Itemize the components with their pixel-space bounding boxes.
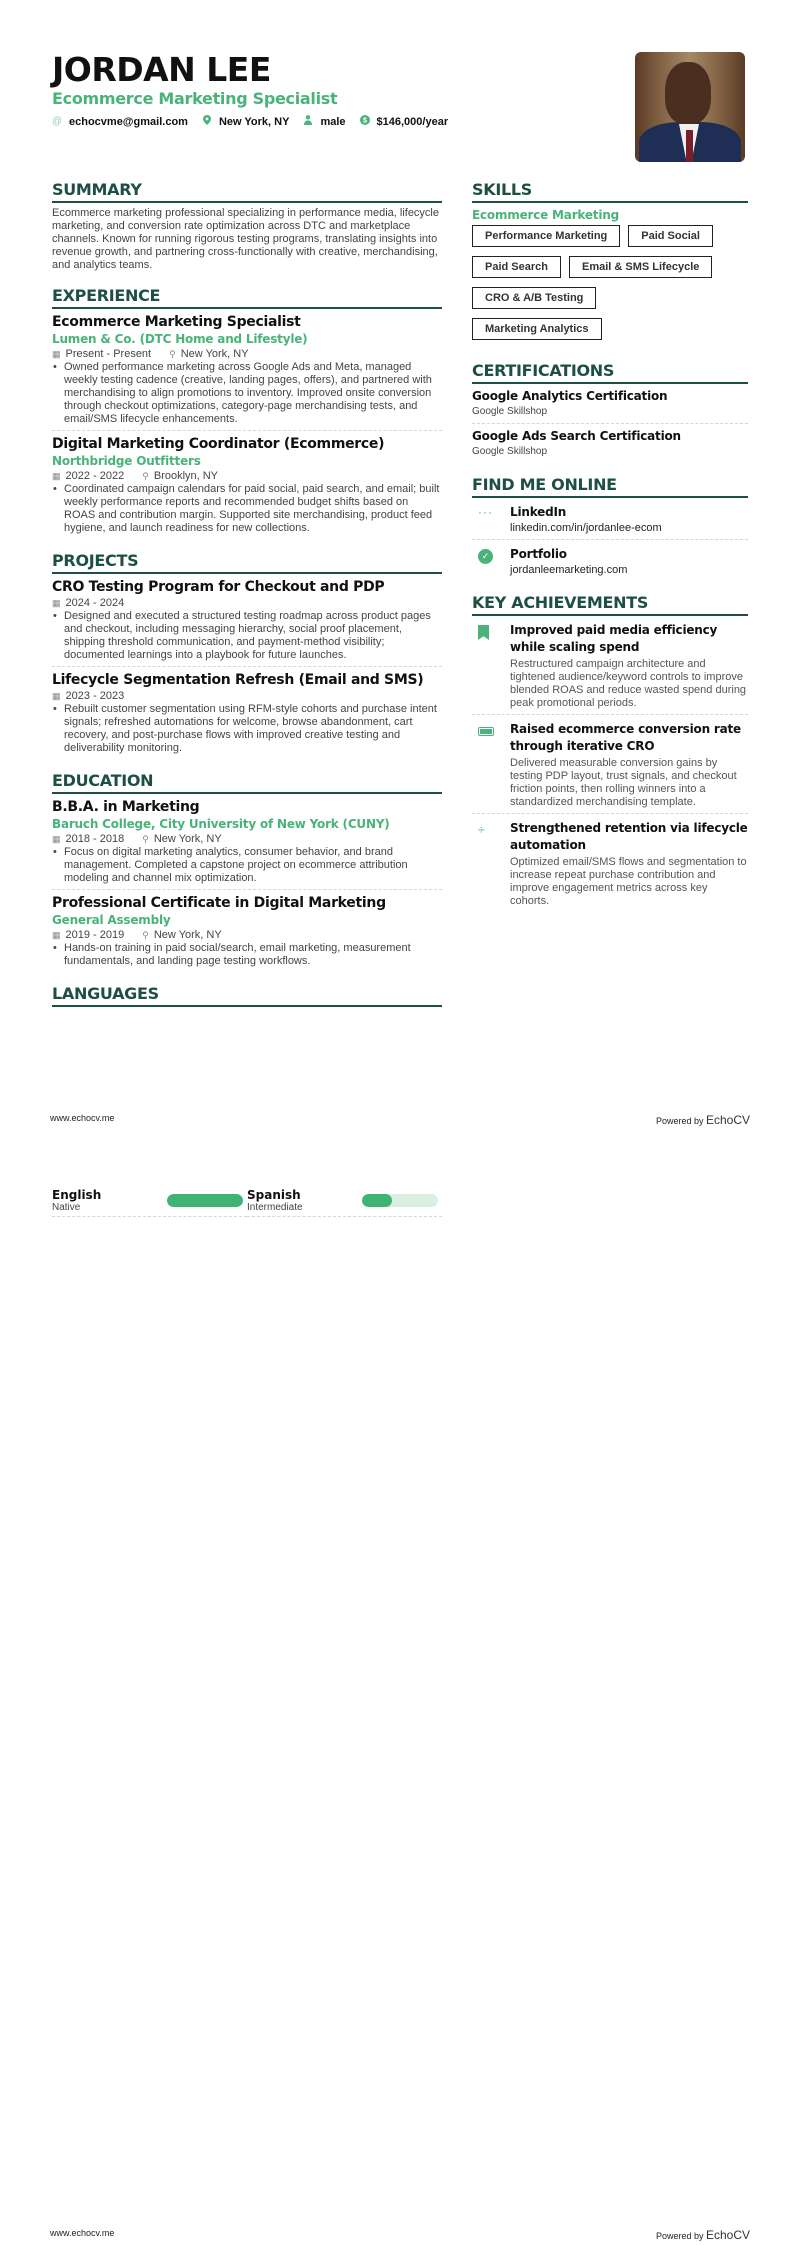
project-item xyxy=(52,578,442,667)
skill-tag: Marketing Analytics xyxy=(472,318,602,340)
summary-section xyxy=(52,180,442,272)
contact-email[interactable]: @ echocvme@gmail.com xyxy=(52,115,188,128)
skill-tags xyxy=(472,225,748,349)
summary-text: Ecommerce marketing professional specializing in performance media, lifecycle marketing, and conversion rate optimization across DTC and marketplace channels. Known for running rigorous testing programs, translating insights into revenue growth, and partnering cross-functionally with creative, merchandising, and analytics teams. xyxy=(52,207,439,271)
at-icon: @ xyxy=(52,116,63,127)
online-heading: FIND ME ONLINE xyxy=(472,475,748,498)
project-title: CRO Testing Program for Checkout and PDP xyxy=(52,579,385,595)
link-url[interactable]: linkedin.com/in/jordanlee-ecom xyxy=(510,522,662,534)
more-dots-icon: ··· xyxy=(478,505,493,519)
degree-title: B.B.A. in Marketing xyxy=(52,799,200,815)
education-heading: EDUCATION xyxy=(52,771,442,794)
school-name: General Assembly xyxy=(52,913,171,927)
achievement-desc: Restructured campaign architecture and tightened audience/keyword controls to improve blended ROAS and reduce wasted spend during peak promotional periods. xyxy=(510,658,747,709)
skills-heading: SKILLS xyxy=(472,180,748,203)
job-title: Ecommerce Marketing Specialist xyxy=(52,314,301,330)
battery-icon xyxy=(478,727,494,736)
location-pin-icon xyxy=(202,115,212,128)
school-name: Baruch College, City University of New York (CUNY) xyxy=(52,817,390,831)
experience-item xyxy=(52,313,442,431)
online-link-portfolio[interactable] xyxy=(472,544,748,581)
certification-item xyxy=(472,428,748,463)
project-item xyxy=(52,671,442,759)
brand-link[interactable]: EchoCV xyxy=(705,2228,750,2242)
skill-tag: Performance Marketing xyxy=(472,225,620,247)
page-footer xyxy=(50,1113,750,1127)
projects-heading: PROJECTS xyxy=(52,551,442,574)
language-name: English xyxy=(52,1188,102,1202)
education-section xyxy=(52,771,442,972)
calendar-icon: ▦ xyxy=(52,930,61,940)
profile-photo xyxy=(635,52,745,162)
education-bullet: • Hands-on training in paid social/search, email marketing, measurement fundamentals, and landing page testing workflows. xyxy=(52,942,442,968)
job-title: Digital Marketing Coordinator (Ecommerce) xyxy=(52,436,385,452)
contact-salary: $ $146,000/year xyxy=(360,115,449,128)
location-pin-icon: ⚲ xyxy=(142,471,149,481)
experience-item xyxy=(52,435,442,539)
languages-section xyxy=(52,984,442,1007)
project-title: Lifecycle Segmentation Refresh (Email and SMS) xyxy=(52,672,424,688)
job-meta: ▦ 2022 - 2022 ⚲ Brooklyn, NY xyxy=(52,470,219,482)
achievement-desc: Delivered measurable conversion gains by testing PDP layout, trust signals, and checkout friction points, then rolling winners into a standardized merchandising template. xyxy=(510,757,737,808)
company-name: Lumen & Co. (DTC Home and Lifestyle) xyxy=(52,332,308,346)
project-meta: ▦ 2023 - 2023 xyxy=(52,690,125,702)
certification-title: Google Analytics Certification xyxy=(472,389,668,403)
powered-by: Powered by EchoCV xyxy=(655,2228,750,2242)
education-item xyxy=(52,894,442,972)
achievement-item xyxy=(472,620,748,715)
calendar-icon: ▦ xyxy=(52,598,61,608)
skill-tag: Paid Search xyxy=(472,256,561,278)
candidate-name: JORDAN LEE xyxy=(52,50,271,89)
calendar-icon: ▦ xyxy=(52,471,61,481)
skill-category: Ecommerce Marketing xyxy=(472,208,619,222)
certification-issuer: Google Skillshop xyxy=(472,446,548,457)
projects-section xyxy=(52,551,442,759)
education-bullet: • Focus on digital marketing analytics, consumer behavior, and brand management. Completed a capstone project on ecommerce attribution modeling and channel mix optimization. xyxy=(52,846,442,885)
language-item xyxy=(247,1188,442,1217)
skill-tag: Email & SMS Lifecycle xyxy=(569,256,712,278)
education-item xyxy=(52,798,442,890)
project-bullet: • Designed and executed a structured testing roadmap across product pages and checkout, including messaging hierarchy, social proof placement, shipping threshold communication, and payment-method visibility; documented learnings into a playbook for future launches. xyxy=(52,610,442,662)
education-meta: ▦ 2019 - 2019 ⚲ New York, NY xyxy=(52,929,222,941)
achievement-item xyxy=(472,818,748,912)
location-pin-icon: ⚲ xyxy=(142,834,149,844)
footer-site-link[interactable]: www.echocv.me xyxy=(50,1113,115,1123)
achievements-heading: KEY ACHIEVEMENTS xyxy=(472,593,748,616)
language-name: Spanish xyxy=(247,1188,301,1202)
person-icon xyxy=(303,115,313,128)
degree-title: Professional Certificate in Digital Marketing xyxy=(52,895,386,911)
achievement-title: Strengthened retention via lifecycle automation xyxy=(510,821,748,852)
online-section xyxy=(472,475,748,581)
brand-link[interactable]: EchoCV xyxy=(705,1113,750,1127)
location-pin-icon: ⚲ xyxy=(169,349,176,359)
certification-title: Google Ads Search Certification xyxy=(472,429,681,443)
left-column xyxy=(52,180,442,1019)
language-proficiency-bar xyxy=(362,1194,438,1207)
location-pin-icon: ⚲ xyxy=(142,930,149,940)
certifications-section xyxy=(472,361,748,463)
achievements-section xyxy=(472,593,748,912)
achievement-title: Improved paid media efficiency while scaling spend xyxy=(510,623,718,654)
language-level: Intermediate xyxy=(247,1202,303,1213)
language-level: Native xyxy=(52,1202,81,1213)
calendar-icon: ▦ xyxy=(52,349,61,359)
link-label: LinkedIn xyxy=(510,505,567,519)
bookmark-icon xyxy=(478,625,489,640)
link-label: Portfolio xyxy=(510,547,567,561)
contact-location: New York, NY xyxy=(202,115,290,128)
powered-by: Powered by EchoCV xyxy=(655,1113,750,1127)
candidate-title: Ecommerce Marketing Specialist xyxy=(52,89,338,108)
check-circle-icon: ✓ xyxy=(478,549,493,564)
contact-gender: male xyxy=(303,115,345,128)
language-item xyxy=(52,1188,247,1217)
summary-heading: SUMMARY xyxy=(52,180,442,203)
footer-site-link[interactable]: www.echocv.me xyxy=(50,2228,115,2238)
svg-text:$: $ xyxy=(362,117,367,125)
skill-tag: CRO & A/B Testing xyxy=(472,287,596,309)
project-meta: ▦ 2024 - 2024 xyxy=(52,597,125,609)
skill-tag: Paid Social xyxy=(628,225,713,247)
project-bullet: • Rebuilt customer segmentation using RFM-style cohorts and purchase intent signals; refreshed automations for welcome, browse abandonment, cart recovery, and post-purchase flows with improved creative testing and deliverability monitoring. xyxy=(52,703,442,755)
education-meta: ▦ 2018 - 2018 ⚲ New York, NY xyxy=(52,833,222,845)
company-name: Northbridge Outfitters xyxy=(52,454,201,468)
experience-heading: EXPERIENCE xyxy=(52,286,442,309)
certification-item xyxy=(472,388,748,424)
page-footer xyxy=(50,2228,750,2242)
calendar-icon: ▦ xyxy=(52,691,61,701)
language-proficiency-bar xyxy=(167,1194,243,1207)
link-url[interactable]: jordanleemarketing.com xyxy=(510,564,628,576)
skills-section xyxy=(472,180,748,349)
achievement-desc: Optimized email/SMS flows and segmentation to increase repeat purchase contribution and improve engagement metrics across key cohorts. xyxy=(510,856,747,907)
certifications-heading: CERTIFICATIONS xyxy=(472,361,748,384)
dollar-circle-icon xyxy=(360,115,370,128)
achievement-title: Raised ecommerce conversion rate through iterative CRO xyxy=(510,722,741,753)
right-column xyxy=(472,180,748,924)
certification-issuer: Google Skillshop xyxy=(472,406,548,417)
job-bullet: • Owned performance marketing across Google Ads and Meta, managed weekly testing cadence (creative, landing pages, offers), and partnered with merchandising to align promotions to inventory. Improved onsite conversion through checkout optimizations, category-page merchandising tests, and email/SMS lifecycle enhancements. xyxy=(52,361,442,426)
experience-section xyxy=(52,286,442,539)
languages-list xyxy=(52,1188,442,1217)
job-meta: ▦ Present - Present ⚲ New York, NY xyxy=(52,348,249,360)
languages-heading: LANGUAGES xyxy=(52,984,442,1007)
calendar-icon: ▦ xyxy=(52,834,61,844)
divide-icon: ÷ xyxy=(478,823,485,837)
job-bullet: • Coordinated campaign calendars for paid social, paid search, and email; built weekly performance reports and recommended budget shifts based on ROAS and contribution margin. Supported site merchandising, product feed hygiene, and launch readiness for new collections. xyxy=(52,483,442,535)
online-link-linkedin[interactable] xyxy=(472,502,748,540)
achievement-item xyxy=(472,719,748,814)
